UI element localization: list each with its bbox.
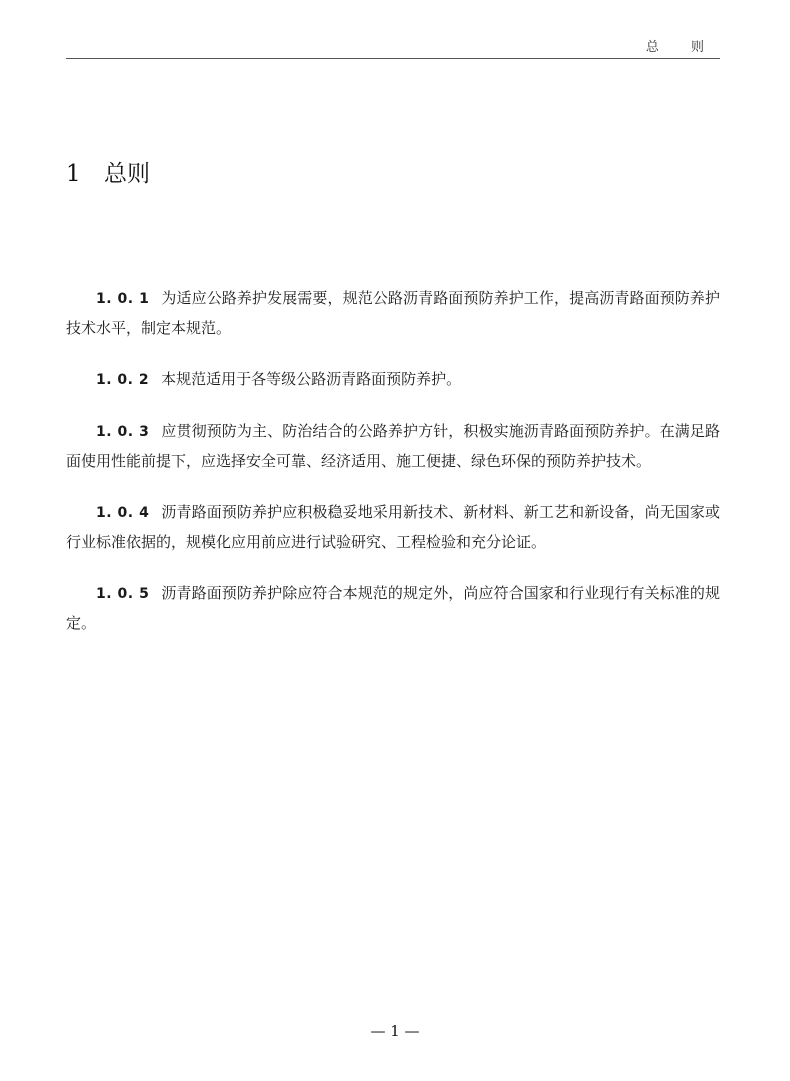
clause-number: 1. 0. 2 bbox=[96, 372, 150, 388]
clause-1-0-1 bbox=[66, 284, 720, 343]
clause-text: 本规范适用于各等级公路沥青路面预防养护。 bbox=[161, 370, 462, 388]
clause-1-0-2 bbox=[66, 365, 720, 395]
clause-1-0-5 bbox=[66, 579, 720, 638]
clause-text: 沥青路面预防养护应积极稳妥地采用新技术、新材料、新工艺和新设备，尚无国家或行业标准依据的，规模化应用前应进行试验研究、工程检验和充分论证。 bbox=[66, 503, 720, 551]
chapter-title-text: 总则 bbox=[104, 161, 150, 187]
header-rule bbox=[66, 58, 720, 59]
running-header: 总 则 bbox=[645, 40, 718, 55]
page-number: — 1 — bbox=[370, 1022, 420, 1040]
clause-number: 1. 0. 1 bbox=[96, 291, 150, 307]
clause-1-0-3 bbox=[66, 417, 720, 476]
chapter-title bbox=[66, 155, 150, 188]
chapter-number: 1 bbox=[66, 161, 81, 187]
clause-list bbox=[66, 284, 720, 660]
clause-text: 沥青路面预防养护除应符合本规范的规定外，尚应符合国家和行业现行有关标准的规定。 bbox=[66, 584, 720, 632]
clause-number: 1. 0. 3 bbox=[96, 424, 150, 440]
clause-text: 应贯彻预防为主、防治结合的公路养护方针，积极实施沥青路面预防养护。在满足路面使用性能前提下，应选择安全可靠、经济适用、施工便捷、绿色环保的预防养护技术。 bbox=[66, 422, 720, 470]
clause-1-0-4 bbox=[66, 498, 720, 557]
clause-number: 1. 0. 5 bbox=[96, 586, 150, 602]
clause-text: 为适应公路养护发展需要，规范公路沥青路面预防养护工作，提高沥青路面预防养护技术水平，制定本规范。 bbox=[66, 289, 720, 337]
clause-number: 1. 0. 4 bbox=[96, 505, 150, 521]
